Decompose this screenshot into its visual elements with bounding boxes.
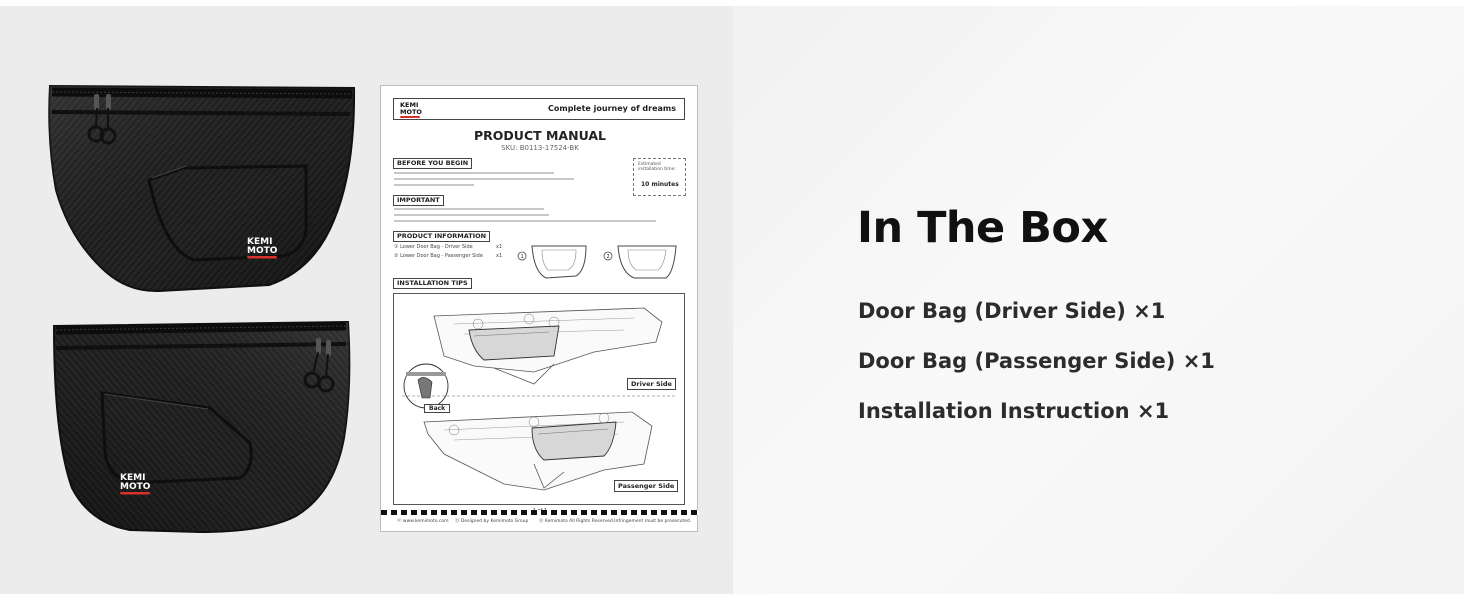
bag-logo-text: KEMI (120, 473, 146, 483)
in-the-box-heading: In The Box (857, 203, 1108, 253)
manual-sku: SKU: B0113-17524-BK (501, 144, 579, 152)
bag-logo-text: MOTO (120, 482, 151, 492)
svg-text:1: 1 (520, 254, 524, 260)
product-diagrams (516, 236, 691, 286)
install-time-value: 10 minutes (641, 181, 679, 188)
product-qty: x1 (496, 244, 503, 250)
product-qty: x1 (496, 253, 503, 259)
manual-logo-line: MOTO (400, 108, 422, 116)
footer-website: ⓦ www.kemimoto.com (397, 519, 449, 524)
footer-rights: Ⓚ Kemimoto All Rights Reserved.Infringement must be prosecuted. (539, 519, 692, 524)
installation-diagrams (394, 294, 684, 504)
brand-swoosh (120, 492, 150, 495)
footer-designed-by: Ⓓ Designed by Kemimoto Group (455, 519, 529, 524)
svg-text:2: 2 (606, 254, 610, 260)
footer-bar (381, 510, 699, 515)
manual-tagline: Complete journey of dreams (548, 104, 676, 113)
box-item-installation-instruction: Installation Instruction ×1 (858, 399, 1170, 423)
box-item-driver-door-bag: Door Bag (Driver Side) ×1 (858, 299, 1166, 323)
install-time-label: Estimated installation time: (638, 162, 676, 172)
manual-logo (400, 102, 422, 116)
brand-swoosh (247, 256, 277, 259)
manual-header (393, 98, 685, 120)
installation-diagram-box (393, 293, 685, 505)
product-line: ② Lower Door Bag - Passenger Side (394, 253, 483, 259)
label-passenger-side: Passenger Side (614, 480, 678, 492)
install-time-box (633, 158, 686, 196)
manual-logo-swoosh (400, 116, 420, 118)
text-line (394, 220, 656, 222)
bag-logo-text: MOTO (247, 246, 278, 256)
section-installation-tips: INSTALLATION TIPS (393, 278, 472, 289)
driver-door-bag-image (44, 80, 359, 295)
manual-logo-line: KEMI (400, 101, 419, 109)
product-manual-sheet (380, 85, 698, 532)
label-back: Back (424, 404, 450, 413)
text-line (394, 214, 549, 216)
section-before-you-begin: BEFORE YOU BEGIN (393, 158, 472, 169)
text-line (394, 172, 554, 174)
product-line: ① Lower Door Bag - Driver Side (394, 244, 473, 250)
passenger-door-bag-image (50, 318, 352, 538)
section-important: IMPORTANT (393, 195, 444, 206)
section-product-information: PRODUCT INFORMATION (393, 231, 490, 242)
box-item-passenger-door-bag: Door Bag (Passenger Side) ×1 (858, 349, 1215, 373)
manual-title: PRODUCT MANUAL (474, 128, 606, 143)
text-line (394, 184, 474, 186)
bag-logo-text: KEMI (247, 237, 273, 247)
text-line (394, 208, 544, 210)
label-driver-side: Driver Side (627, 378, 676, 390)
text-line (394, 178, 574, 180)
